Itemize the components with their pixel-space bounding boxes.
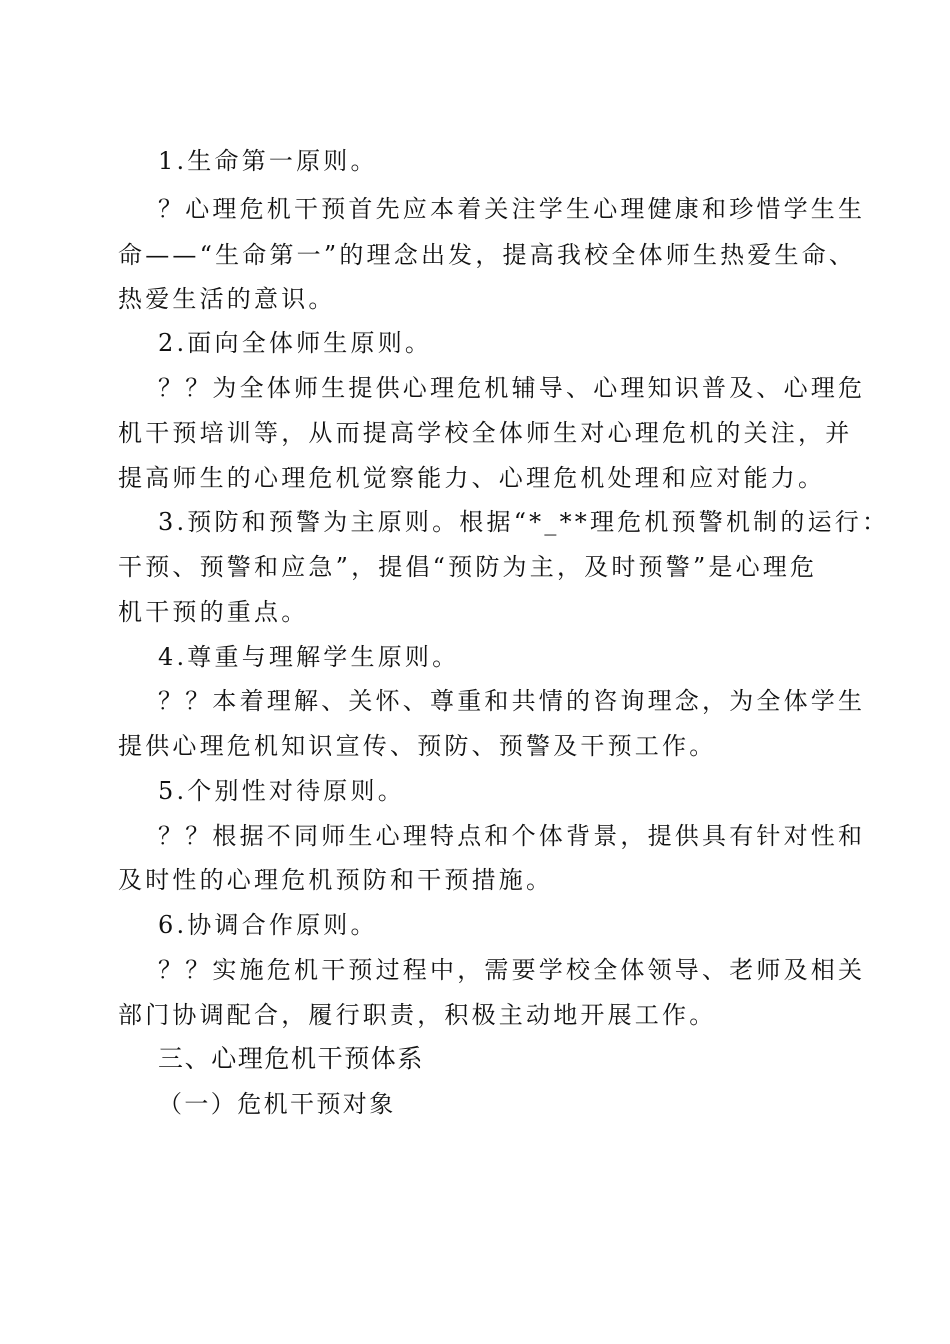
principle-6-title: 6.协调合作原则。: [158, 911, 378, 939]
principle-5-title: 5.个别性对待原则。: [158, 777, 405, 805]
section-heading: 三、心理危机干预体系: [158, 1044, 425, 1073]
principle-4-text: ？？本着理解、关怀、尊重和共情的咨询理念，为全体学生: [158, 687, 866, 715]
principle-2-title: 2.面向全体师生原则。: [158, 329, 433, 357]
principle-4-title: 4.尊重与理解学生原则。: [158, 643, 460, 671]
principle-6-text: 部门协调配合，履行职责，积极主动地开展工作。: [118, 1001, 717, 1029]
principle-2-text: ？？为全体师生提供心理危机辅导、心理知识普及、心理危: [158, 374, 866, 402]
principle-6-text: ？？实施危机干预过程中，需要学校全体领导、老师及相关: [158, 956, 866, 984]
principle-1-text: 命——“生命第一”的理念出发，提高我校全体师生热爱生命、: [118, 241, 857, 269]
principle-2-text: 机干预培训等，从而提高学校全体师生对心理危机的关注，并: [118, 419, 853, 447]
principle-1-title: 1.生命第一原则。: [158, 147, 378, 175]
sub-heading: （一）危机干预对象: [158, 1090, 396, 1118]
principle-3-text: 干预、预警和应急”，提倡“预防为主，及时预警”是心理危: [118, 553, 818, 581]
principle-3-text: 机干预的重点。: [118, 598, 309, 626]
principle-5-text: 及时性的心理危机预防和干预措施。: [118, 866, 554, 894]
principle-1-text: ？心理危机干预首先应本着关注学生心理健康和珍惜学生生: [158, 195, 866, 223]
principle-3-title: 3.预防和预警为主原则。根据“*_**理危机预警机制的运行：: [158, 508, 890, 536]
principle-2-text: 提高师生的心理危机觉察能力、心理危机处理和应对能力。: [118, 464, 826, 492]
principle-1-text: 热爱生活的意识。: [118, 285, 336, 313]
principle-4-text: 提供心理危机知识宣传、预防、预警及干预工作。: [118, 732, 717, 760]
principle-5-text: ？？根据不同师生心理特点和个体背景，提供具有针对性和: [158, 822, 866, 850]
